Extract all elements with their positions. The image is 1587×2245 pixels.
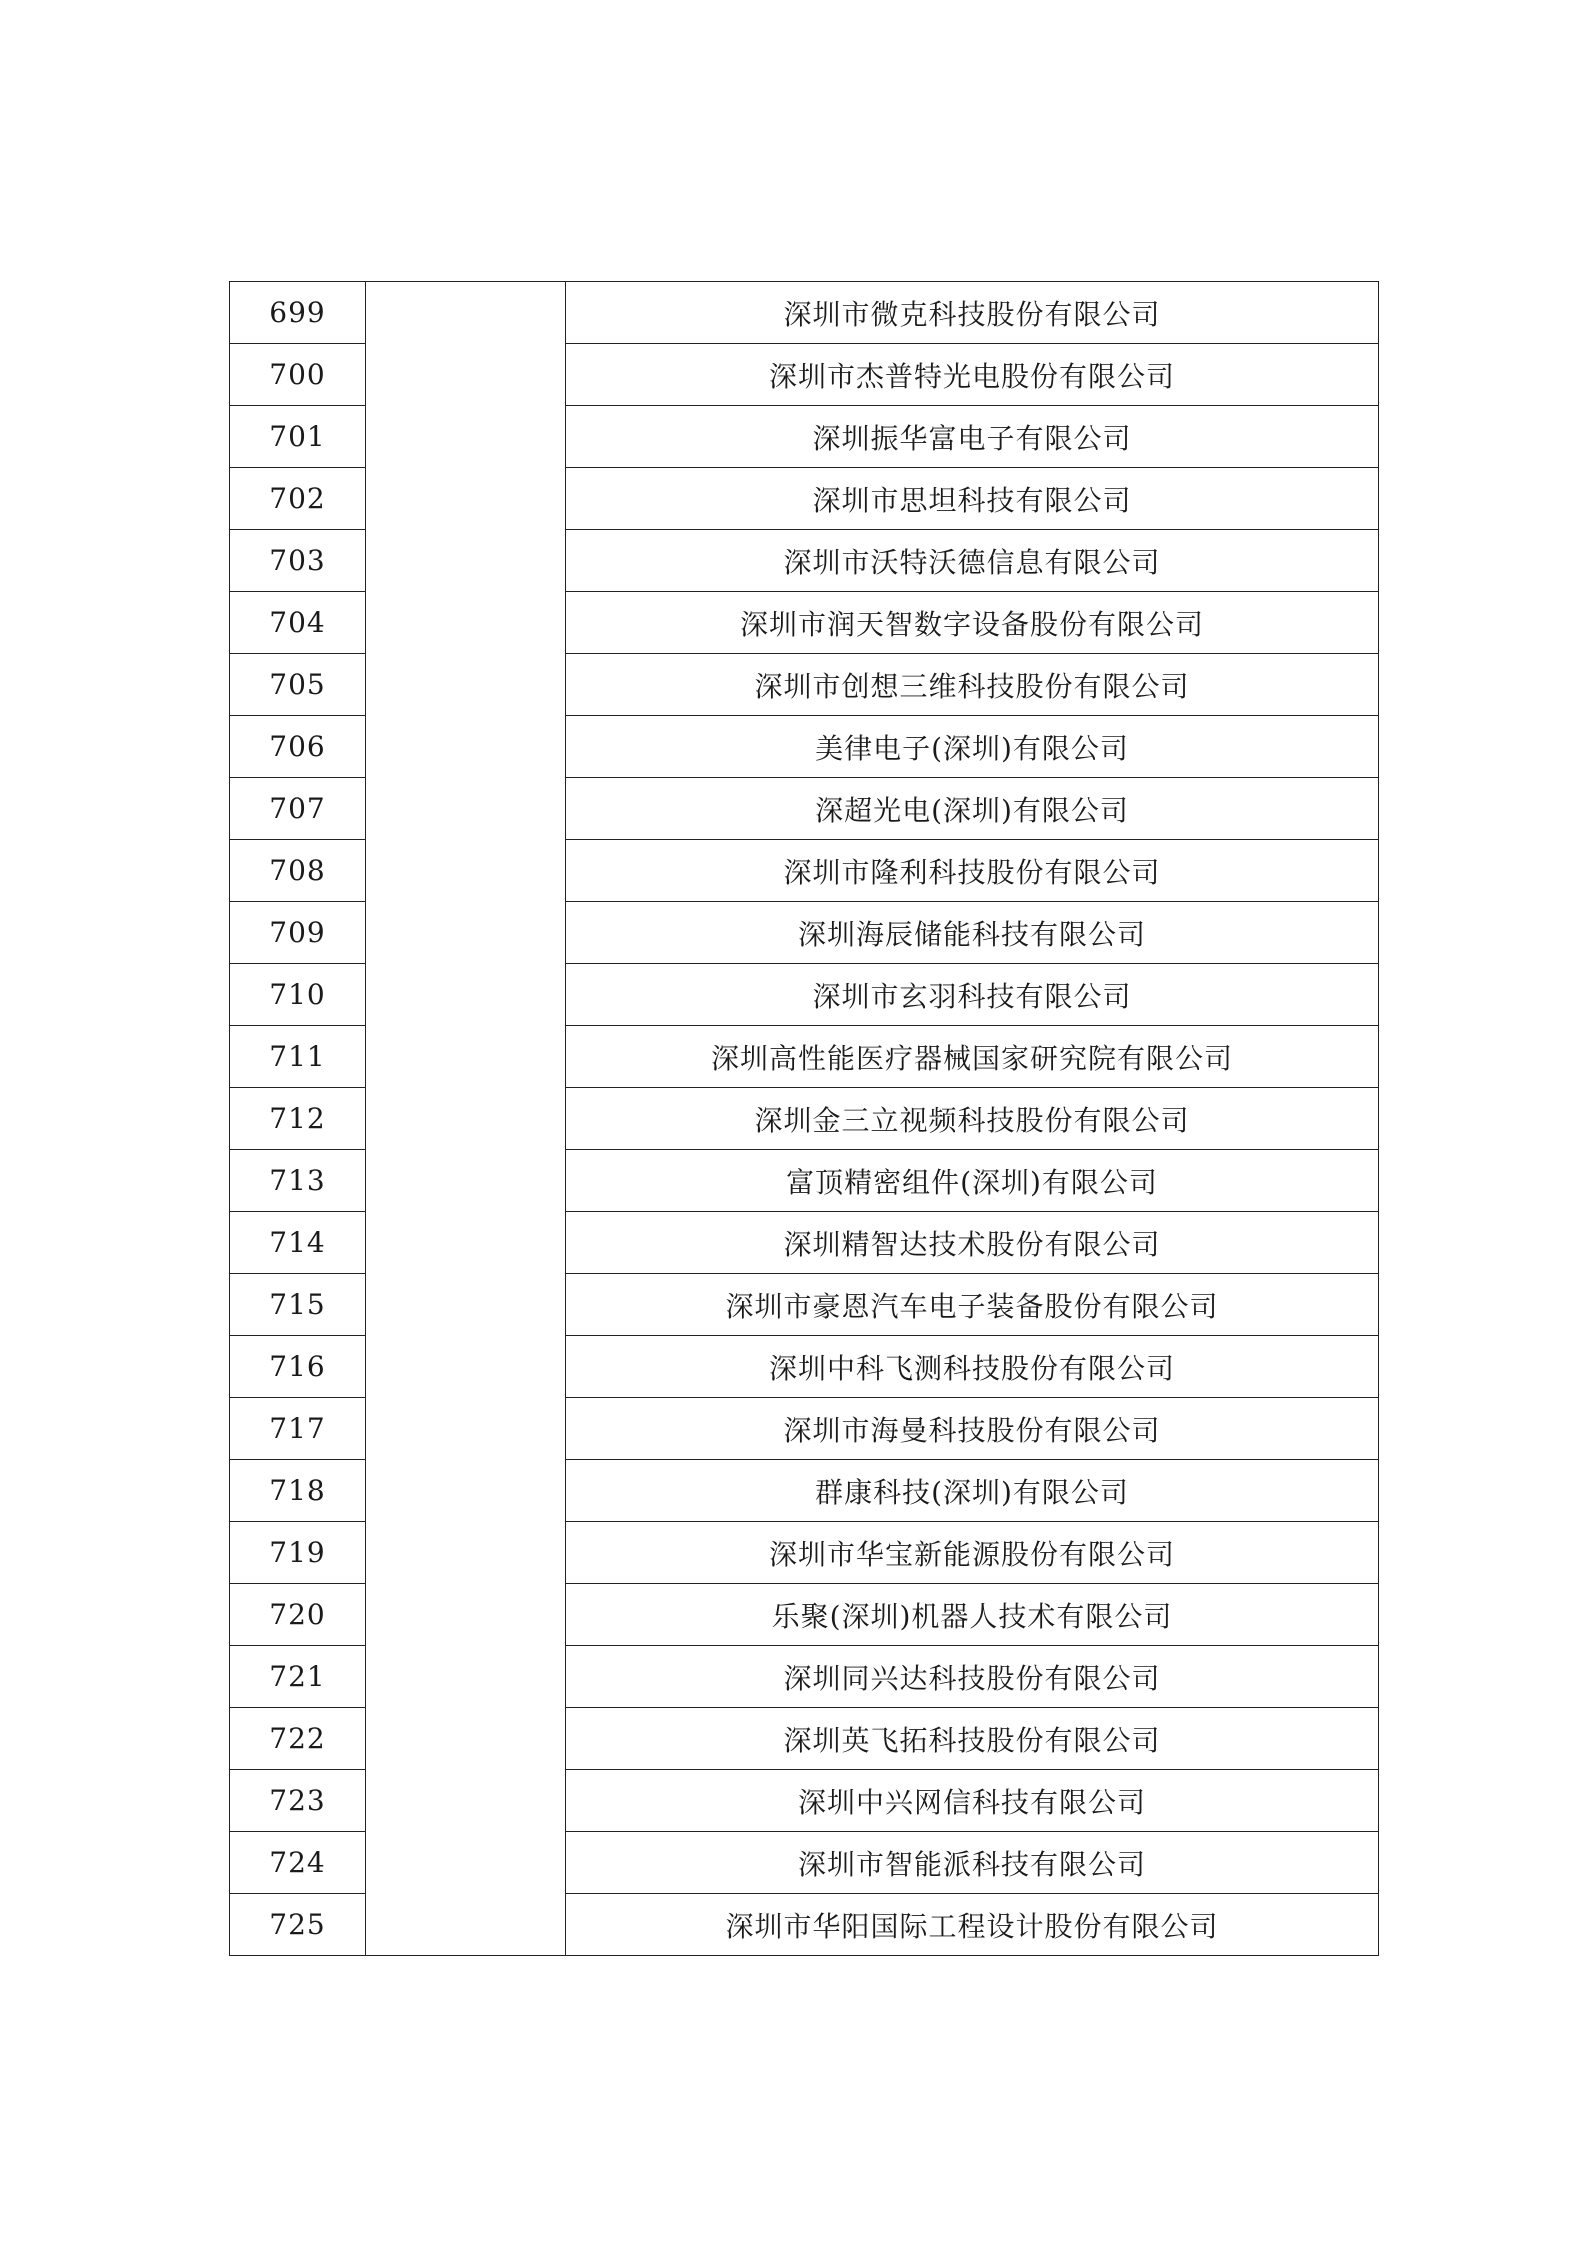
row-number: 714 <box>230 1212 366 1274</box>
company-name: 深圳市润天智数字设备股份有限公司 <box>566 592 1379 654</box>
company-name: 深圳市智能派科技有限公司 <box>566 1832 1379 1894</box>
company-name: 深圳市隆利科技股份有限公司 <box>566 840 1379 902</box>
company-name: 深圳市华阳国际工程设计股份有限公司 <box>566 1894 1379 1956</box>
company-name: 深圳市玄羽科技有限公司 <box>566 964 1379 1026</box>
company-name: 深圳振华富电子有限公司 <box>566 406 1379 468</box>
company-name: 深圳市创想三维科技股份有限公司 <box>566 654 1379 716</box>
row-number: 703 <box>230 530 366 592</box>
row-number: 711 <box>230 1026 366 1088</box>
row-number: 704 <box>230 592 366 654</box>
company-list-table <box>229 281 1379 1956</box>
company-name: 深圳市华宝新能源股份有限公司 <box>566 1522 1379 1584</box>
company-name: 深圳中兴网信科技有限公司 <box>566 1770 1379 1832</box>
table-row <box>230 282 1379 344</box>
table-body <box>230 282 1379 1956</box>
company-name: 群康科技(深圳)有限公司 <box>566 1460 1379 1522</box>
row-number: 710 <box>230 964 366 1026</box>
company-name: 富顶精密组件(深圳)有限公司 <box>566 1150 1379 1212</box>
row-number: 713 <box>230 1150 366 1212</box>
row-number: 715 <box>230 1274 366 1336</box>
company-name: 深圳精智达技术股份有限公司 <box>566 1212 1379 1274</box>
row-number: 705 <box>230 654 366 716</box>
row-number: 724 <box>230 1832 366 1894</box>
company-name: 深圳市海曼科技股份有限公司 <box>566 1398 1379 1460</box>
row-number: 706 <box>230 716 366 778</box>
company-name: 深圳海辰储能科技有限公司 <box>566 902 1379 964</box>
company-name: 深圳市沃特沃德信息有限公司 <box>566 530 1379 592</box>
company-name: 深圳市思坦科技有限公司 <box>566 468 1379 530</box>
row-number: 717 <box>230 1398 366 1460</box>
company-name: 深圳中科飞测科技股份有限公司 <box>566 1336 1379 1398</box>
company-name: 深圳市微克科技股份有限公司 <box>566 282 1379 344</box>
row-number: 716 <box>230 1336 366 1398</box>
row-number: 721 <box>230 1646 366 1708</box>
row-number: 701 <box>230 406 366 468</box>
row-number: 700 <box>230 344 366 406</box>
row-number: 712 <box>230 1088 366 1150</box>
company-name: 深圳英飞拓科技股份有限公司 <box>566 1708 1379 1770</box>
row-number: 709 <box>230 902 366 964</box>
row-number: 707 <box>230 778 366 840</box>
company-name: 深圳金三立视频科技股份有限公司 <box>566 1088 1379 1150</box>
row-number: 722 <box>230 1708 366 1770</box>
company-name: 深超光电(深圳)有限公司 <box>566 778 1379 840</box>
company-name: 深圳市豪恩汽车电子装备股份有限公司 <box>566 1274 1379 1336</box>
row-number: 718 <box>230 1460 366 1522</box>
row-number: 719 <box>230 1522 366 1584</box>
row-number: 702 <box>230 468 366 530</box>
row-number: 708 <box>230 840 366 902</box>
row-number: 720 <box>230 1584 366 1646</box>
row-number: 699 <box>230 282 366 344</box>
company-name: 美律电子(深圳)有限公司 <box>566 716 1379 778</box>
row-number: 725 <box>230 1894 366 1956</box>
company-name: 深圳同兴达科技股份有限公司 <box>566 1646 1379 1708</box>
merged-blank-cell <box>366 282 566 1956</box>
company-name: 深圳高性能医疗器械国家研究院有限公司 <box>566 1026 1379 1088</box>
company-name: 乐聚(深圳)机器人技术有限公司 <box>566 1584 1379 1646</box>
company-name: 深圳市杰普特光电股份有限公司 <box>566 344 1379 406</box>
row-number: 723 <box>230 1770 366 1832</box>
